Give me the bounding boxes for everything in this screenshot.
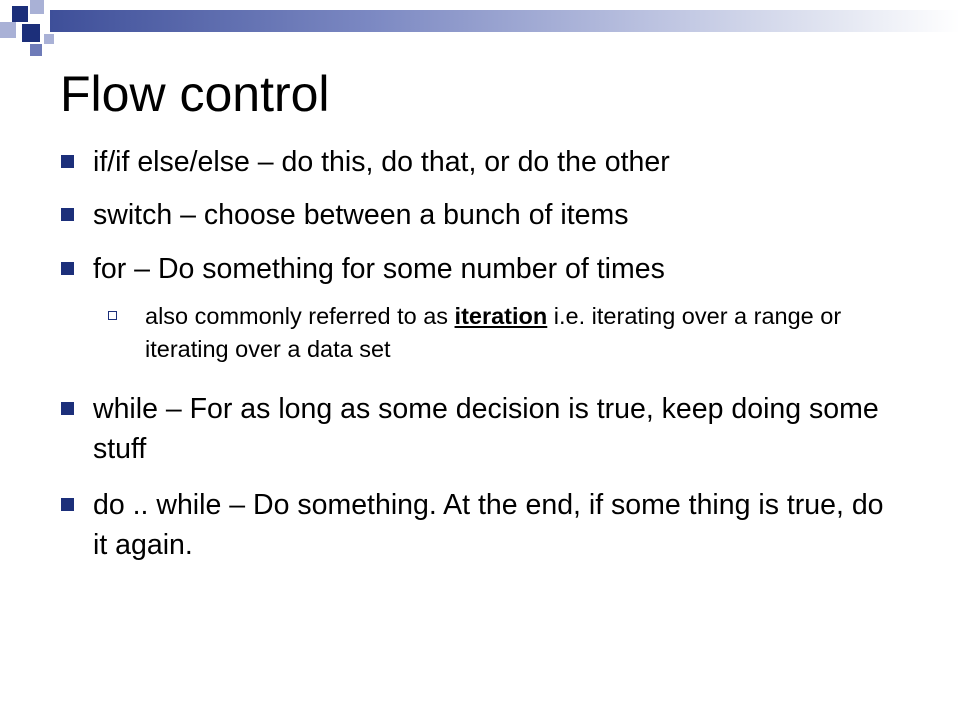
- bullet-text: do .. while – Do something. At the end, if some thing is true, do it again.: [93, 489, 884, 561]
- bullet-item-if-else: [93, 142, 893, 182]
- bullet-text: if/if else/else – do this, do that, or do the other: [93, 146, 670, 178]
- bullet-text: switch – choose between a bunch of items: [93, 199, 629, 231]
- bullet-item-while: [93, 389, 893, 469]
- bullet-square-icon: [61, 262, 74, 275]
- bullet-item-switch: [93, 195, 893, 235]
- bullet-item-for: [93, 249, 893, 289]
- sub-bullet-emphasis: iteration: [454, 303, 548, 329]
- sub-bullet-text-after: i.e. iterating over a range or iterating over a data set: [145, 303, 842, 362]
- sub-bullet-iteration: [145, 300, 885, 366]
- bullet-square-icon: [61, 208, 74, 221]
- bullet-text: for – Do something for some number of times: [93, 253, 665, 285]
- bullet-square-icon: [61, 402, 74, 415]
- sub-bullet-text-before: also commonly referred to as: [145, 303, 455, 329]
- bullet-square-icon: [61, 498, 74, 511]
- bullet-item-do-while: [93, 485, 893, 565]
- bullet-text: while – For as long as some decision is true, keep doing some stuff: [93, 393, 879, 465]
- slide-title: Flow control: [60, 66, 330, 122]
- bullet-square-icon: [61, 155, 74, 168]
- sub-bullet-hollow-square-icon: [108, 311, 117, 320]
